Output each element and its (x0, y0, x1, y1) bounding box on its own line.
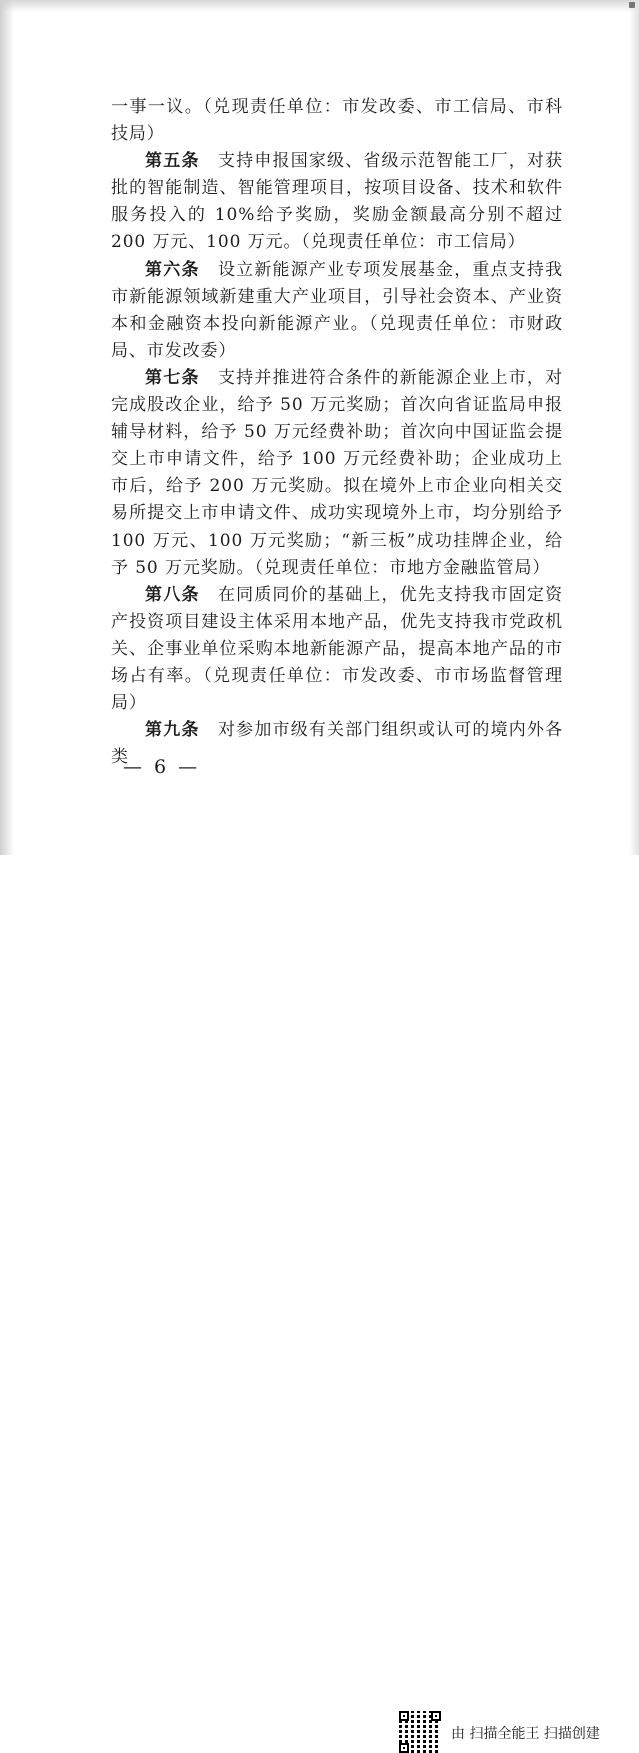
paragraph-text: 一事一议。（兑现责任单位：市发改委、市工信局、市科技局） (111, 97, 563, 145)
article-6 (111, 257, 563, 365)
watermark-app-name: 扫描全能王 (469, 1726, 540, 1742)
paragraph-continuation (111, 94, 563, 148)
article-text: 在同质同价的基础上，优先支持我市固定资产投资项目建设主体采用本地产品，优先支持我市党政机关、企事业单位采购本地新能源产品，提高本地产品的市场占有率。（兑现责任单位：市发改委、市市场监督管理局） (111, 584, 564, 714)
article-title: 第八条 (145, 584, 200, 605)
scan-shadow-right (629, 0, 639, 860)
article-text: 对参加市级有关部门组织或认可的境内外各类 (111, 720, 564, 768)
article-text: 支持申报国家级、省级示范智能工厂，对获批的智能制造、智能管理项目，按项目设备、技术和软件服务投入的 10%给予奖励，奖励金额最高分别不超过 200 万元、100 万元。（兑现责任单位：市工信局） (111, 151, 564, 253)
watermark-prefix: 由 (451, 1726, 465, 1742)
article-title: 第七条 (145, 367, 200, 388)
scan-shadow-top (0, 0, 639, 12)
scan-corner-mark (629, 2, 635, 8)
scanner-footer (0, 855, 639, 1742)
page-number: — 6 — (123, 756, 201, 778)
qr-code-finders (399, 1711, 441, 1753)
article-text: 支持并推进符合条件的新能源企业上市，对完成股改企业，给予 50 万元奖励；首次向省证监局申报辅导材料，给予 50 万元经费补助；首次向中国证监会提交上市申请文件，给予 100 万元经费补助；企业成功上市后，给予 200 万元奖励。拟在境外上市企业向相关交易所提交上市申请文件、成功实现境外上市，均分别给予 100 万元、100 万元奖励；“新三板”成功挂牌企业，给予 50 万元奖励。（兑现责任单位：市地方金融监管局） (111, 367, 564, 578)
article-5 (111, 148, 563, 256)
scan-shadow-left (0, 0, 14, 860)
watermark-suffix: 扫描创建 (543, 1726, 600, 1742)
document-body (111, 94, 563, 771)
article-title: 第九条 (145, 720, 200, 741)
article-7 (111, 365, 563, 582)
article-8 (111, 582, 563, 717)
scanner-watermark-text (451, 1723, 600, 1743)
article-title: 第六条 (145, 259, 200, 280)
article-text: 设立新能源产业专项发展基金，重点支持我市新能源领域新建重大产业项目，引导社会资本、产业资本和金融资本投向新能源产业。（兑现责任单位：市财政局、市发改委） (111, 259, 564, 361)
article-title: 第五条 (145, 151, 200, 172)
